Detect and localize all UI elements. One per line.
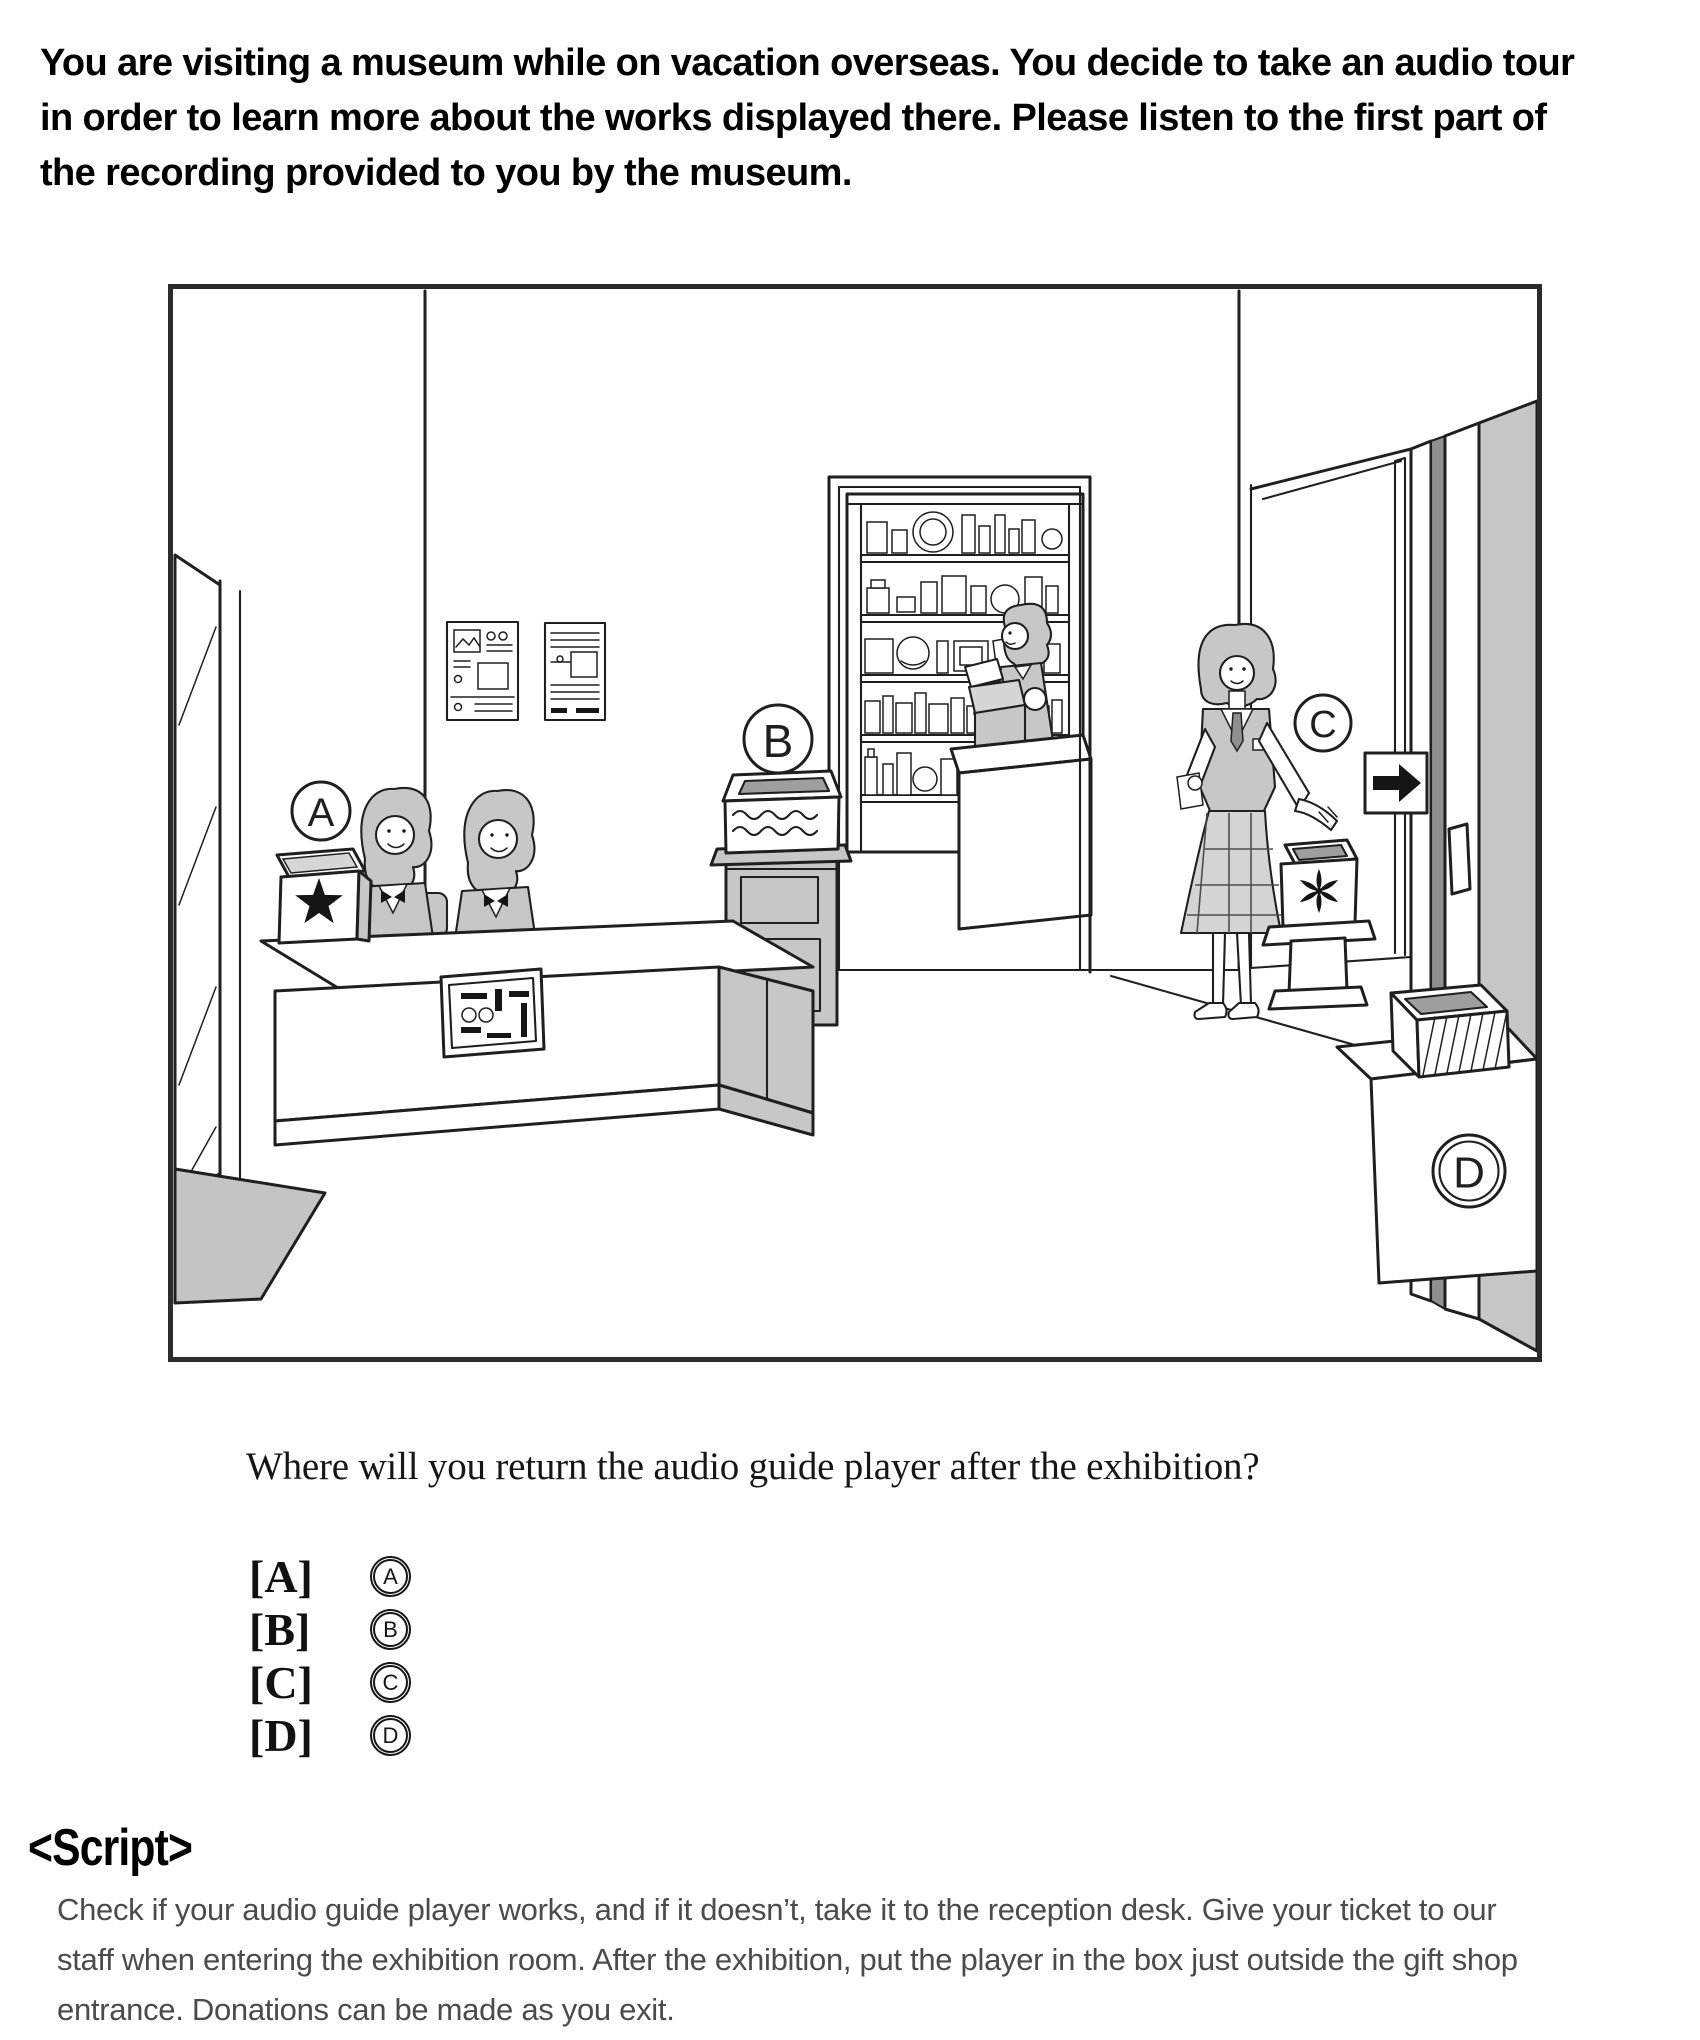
exit-arrow-sign: [1365, 753, 1427, 813]
pointing-hand: [1295, 799, 1337, 830]
choice-bracket-d: [D]: [249, 1710, 313, 1761]
floor-map-plaque: [441, 969, 544, 1057]
label-a-letter: A: [307, 791, 335, 835]
script-line-3: entrance. Donations can be made as you exit.: [57, 1992, 675, 2027]
player-return-station: [1337, 985, 1537, 1283]
poster-right: [545, 623, 605, 720]
instructions-line-3: the recording provided to you by the museum.: [40, 152, 852, 194]
label-c-badge: [1295, 695, 1351, 751]
label-c-letter: C: [1309, 704, 1337, 746]
museum-scene-svg: [173, 289, 1537, 1357]
door-handle: [1449, 824, 1470, 894]
gift-shop: [829, 477, 1091, 972]
choice-circle-c[interactable]: C: [373, 1665, 408, 1700]
choice-row-b[interactable]: [249, 1603, 408, 1656]
return-slot-box: [1391, 985, 1509, 1077]
choice-bracket-b: [B]: [249, 1604, 311, 1655]
script-body: [57, 1885, 1518, 2035]
museum-illustration: [168, 284, 1542, 1362]
doormat: [175, 1169, 325, 1303]
poster-left: [447, 622, 518, 720]
label-b-badge: [744, 705, 812, 773]
choice-bracket-a: [A]: [249, 1551, 313, 1602]
choice-circle-a[interactable]: A: [373, 1559, 408, 1594]
label-d-letter: D: [1453, 1148, 1485, 1198]
label-d-badge: [1433, 1135, 1505, 1207]
answer-choices: [249, 1550, 408, 1762]
shop-counter: [951, 735, 1091, 929]
instructions-line-2: in order to learn more about the works displayed there. Please listen to the first part of: [40, 97, 1547, 139]
question-text: Where will you return the audio guide player after the exhibition?: [246, 1445, 1260, 1488]
reception-desk: [261, 921, 813, 1145]
label-b-letter: B: [762, 715, 794, 767]
choice-row-d[interactable]: [249, 1709, 408, 1762]
choice-circle-d[interactable]: D: [373, 1718, 408, 1753]
ticket-box: [277, 849, 371, 943]
script-heading: <Script>: [28, 1819, 193, 1877]
script-line-1: Check if your audio guide player works, and if it doesn’t, take it to the reception desk. Give your ticket to our: [57, 1892, 1497, 1927]
choice-circle-b[interactable]: B: [373, 1612, 408, 1647]
wall-posters: [447, 622, 605, 720]
instructions-text: [40, 36, 1574, 201]
label-a-badge: [292, 782, 350, 840]
instructions-line-1: You are visiting a museum while on vacation overseas. You decide to take an audio tour: [40, 42, 1575, 84]
choice-row-c[interactable]: [249, 1656, 408, 1709]
choice-bracket-c: [C]: [249, 1657, 313, 1708]
script-line-2: staff when entering the exhibition room. After the exhibition, put the player in the box just outside the gift shop: [57, 1942, 1518, 1977]
choice-row-a[interactable]: [249, 1550, 408, 1603]
